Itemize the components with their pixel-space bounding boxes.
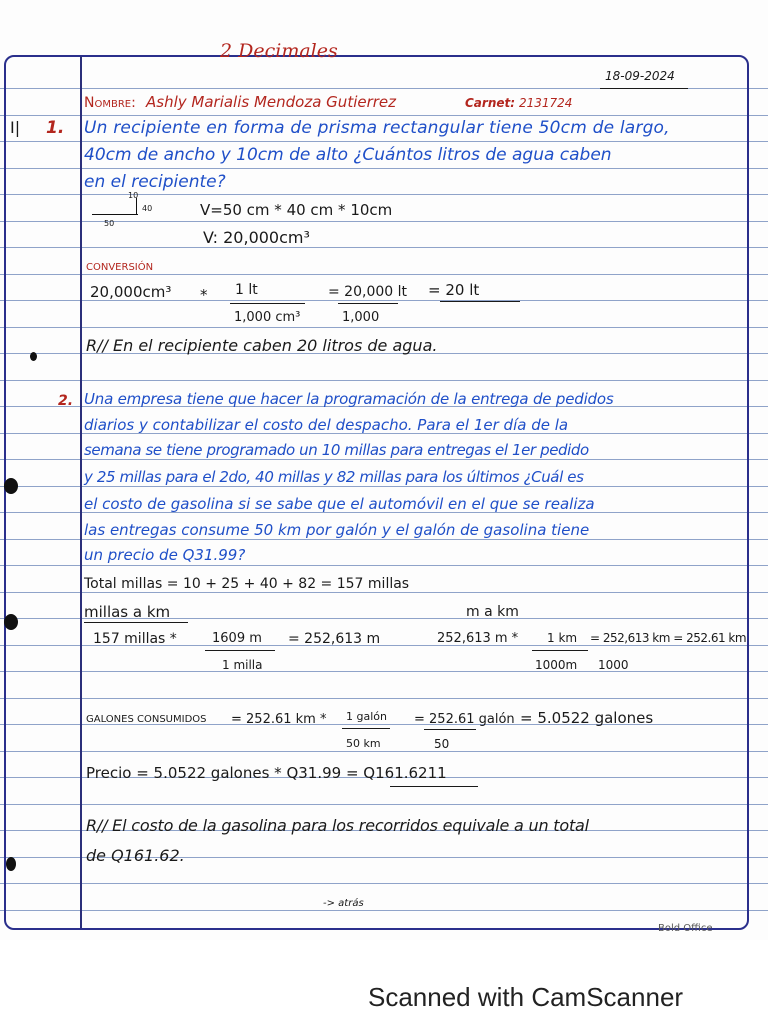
problem1-number: 1. [46,118,65,138]
problem2-statement-line: las entregas consume 50 km por galón y el galón de gasolina tiene [84,521,590,539]
scanner-watermark: Scanned with CamScanner [368,982,684,1012]
sketch-length: 50 [104,219,115,228]
gallons-result: = 5.0522 galones [520,709,654,727]
conv-den: 1,000 cm³ [234,310,301,325]
calc2-den: 1000m [535,658,578,672]
problem2-answer-line: R// El costo de la gasolina para los recorridos equivale a un total [86,816,589,835]
sketch-width: 40 [142,204,153,213]
volume-formula: V=50 cm * 40 cm * 10cm [200,201,393,219]
problem2-statement-line: Una empresa tiene que hacer la programación de la entrega de pedidos [84,390,614,408]
binder-hole [30,352,37,361]
conv-result: = 20 lt [428,281,480,299]
m-to-km-label: m a km [466,604,519,620]
problem1-statement-line: Un recipiente en forma de prisma rectangular tiene 50cm de largo, [84,118,670,138]
problem1-statement-line: en el recipiente? [84,172,226,192]
conv-times: * [200,286,208,304]
carnet-value: 2131724 [519,96,573,110]
sketch-height: 10 [128,191,139,200]
total-miles: Total millas = 10 + 25 + 40 + 82 = 157 millas [84,576,410,592]
problem1-answer: R// En el recipiente caben 20 litros de agua. [86,336,438,355]
gallons-fraction-bar [342,728,390,729]
conv-eq-bar [338,303,398,304]
conversion-label: CONVERSIÓN [86,262,154,273]
gallons-den: 50 km [346,737,381,750]
calc2-den2: 1000 [598,658,629,672]
calc2-left: 252,613 m * [437,631,519,646]
problem1-statement-line: 40cm de ancho y 10cm de alto ¿Cuántos litros de agua caben [84,145,612,165]
conv-left: 20,000cm³ [90,283,172,301]
problem2-answer-line: de Q161.62. [86,846,185,865]
date: 18-09-2024 [605,69,675,83]
miles-to-km-underline [84,622,188,623]
carnet-label: Carnet: [465,96,516,110]
margin-mark: I| [10,118,21,137]
date-underline [600,88,688,89]
name-label: Nombre: [84,95,136,111]
calc1-left: 157 millas * [93,631,177,647]
conv-eq-den: 1,000 [342,310,380,325]
problem2-statement-line: y 25 millas para el 2do, 40 millas y 82 millas para los últimos ¿Cuál es [84,468,584,486]
calc2-result: = 252,613 km = 252.61 km [590,631,747,645]
calc2-fraction-bar [532,650,588,651]
binder-hole [6,857,16,871]
binder-hole [4,614,18,630]
prism-sketch [92,192,162,232]
footnote: -> atrás [323,898,364,909]
problem2-number: 2. [58,393,74,409]
gallons-eq-bar [424,729,476,730]
margin-line [80,56,82,928]
page-title: 2 Decimales [220,40,338,62]
problem2-statement-line: semana se tiene programado un 10 millas para entregas el 1er pedido [84,441,589,459]
gallons-eq-den: 50 [434,737,450,751]
conv-eq-num: = 20,000 lt [328,284,407,300]
conv-result-underline [440,301,520,302]
price-line: Precio = 5.0522 galones * Q31.99 = Q161.6211 [86,764,447,782]
gallons-num: 1 galón [346,710,387,723]
problem2-statement-line: el costo de gasolina si se sabe que el automóvil en el que se realiza [84,495,595,513]
conv-fraction-bar [230,303,305,304]
volume-result: V: 20,000cm³ [203,228,310,247]
calc1-result: = 252,613 m [288,631,381,647]
gallons-left: = 252.61 km * [231,712,327,727]
gallons-eq-num: = 252.61 galón [414,712,515,727]
miles-to-km-label: millas a km [84,603,171,621]
calc1-fraction-bar [205,650,275,651]
binder-hole [4,478,18,494]
price-result-underline [390,786,478,787]
problem2-statement-line: diarios y contabilizar el costo del despacho. Para el 1er día de la [84,416,569,434]
calc1-num: 1609 m [212,631,262,646]
calc1-den: 1 milla [222,658,263,672]
conv-num: 1 lt [235,282,258,298]
name-value: Ashly Marialis Mendoza Gutierrez [146,93,397,111]
problem2-statement-line: un precio de Q31.99? [84,546,246,564]
corner-mark: Bold Office [658,923,713,934]
gallons-label: GALONES CONSUMIDOS [86,714,207,725]
calc2-num: 1 km [547,631,578,645]
